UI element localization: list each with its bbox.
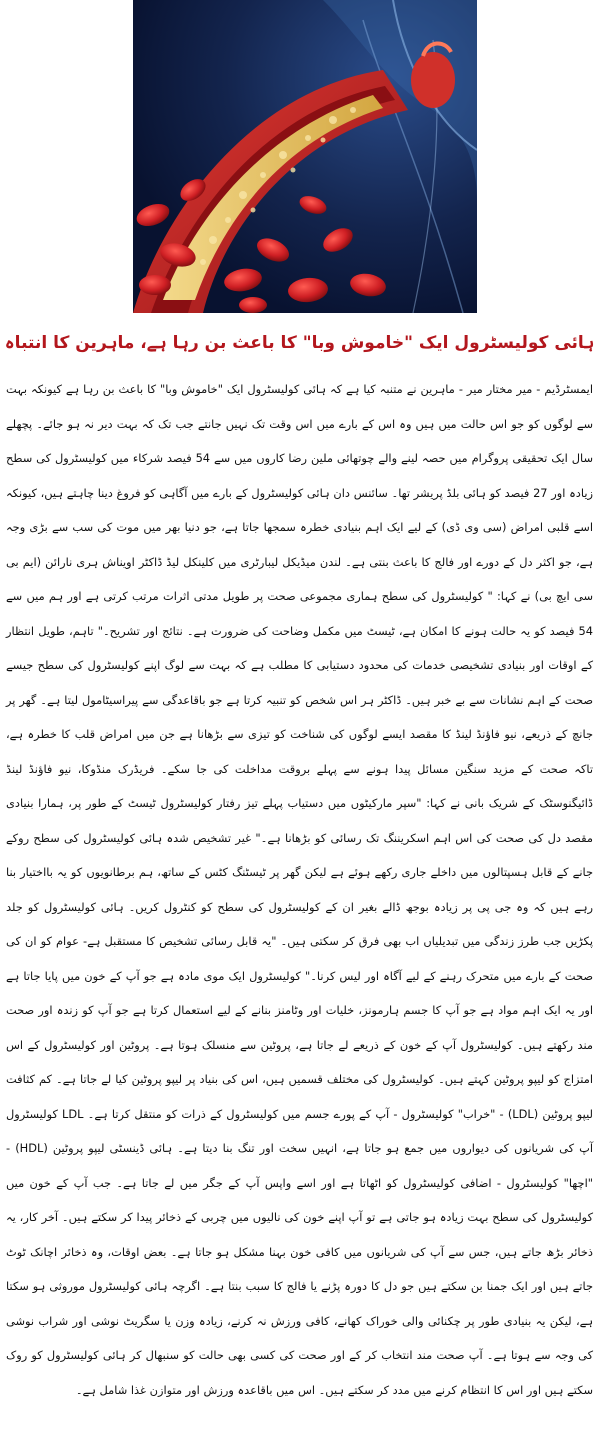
hero-image (133, 0, 477, 313)
artery-cholesterol-illustration (133, 0, 477, 313)
article-body (6, 372, 593, 1432)
heart-icon (411, 52, 455, 108)
article-paragraph: ایمسٹرڈیم - میر مختار میر - ماہرین نے متنبہ کیا ہے کہ ہائی کولیسٹرول ایک "خاموش وبا" کا باعث بن رہا ہے کیونکہ بہت سے لوگوں کو جو اس حالت میں ہیں وہ اس کے بارے میں اس وقت تک نہیں جانتے جب تک کہ بہت دیر نہ ہو جائے۔ پچھلے سال ایک تحقیقی پروگرام میں حصہ لینے والے چوتھائی ملین رضا کاروں میں سے 54 فیصد شرکاء میں کولیسٹرول کی سطح زیادہ اور 27 فیصد کو ہائی بلڈ پریشر تھا۔ سائنس دان ہائی کولیسٹرول کے بارے میں آگاہی کو فروغ دینا چاہتے ہیں، کیونکہ اسے قلبی امراض (سی وی ڈی) کے لیے ایک اہم بنیادی خطرہ سمجھا جاتا ہے، جو دنیا بھر میں موت کی سب سے بڑی وجہ ہے، جو اکثر دل کے دورے اور فالج کا باعث بنتی ہے۔ لندن میڈیکل لیبارٹری میں کلینکل لیڈ ڈاکٹر اویناش ہری نارائن (ایم بی سی ایچ بی) نے کہا: " کولیسٹرول کی سطح ہماری مجموعی صحت پر طویل مدتی اثرات مرتب کرتی ہے اور ہم میں سے 54 فیصد کو یہ حالت ہونے کا امکان ہے، ٹیسٹ میں مکمل وضاحت کی ضرورت ہے۔ نتائج اور تشریح۔" تاہم، طویل انتظار کے اوقات اور بنیادی تشخیصی خدمات کی محدود دستیابی کا مطلب ہے کہ بہت سے لوگ اپنے کولیسٹرول کی سطح جیسے صحت کے اہم نشانات سے بے خبر ہیں۔ ڈاکٹر ہر اس شخص کو تنبیہ کرتا ہے جو باقاعدگی سے پیراسیٹامول لیتا ہے۔ گھر پر جانچ کے ذریعے، نیو فاؤنڈ لینڈ کا مقصد ایسے لوگوں کی شناخت کو تیزی سے بڑھانا ہے جن میں امراض قلب کا خطرہ ہے، تاکہ صحت کے مزید سنگین مسائل پیدا ہونے سے پہلے بروقت مداخلت کی جا سکے۔ فریڈرک منڈوکا، نیو فاؤنڈ لینڈ ڈائیگنوسٹک کے شریک بانی نے کہا: "سپر مارکیٹوں میں دستیاب پہلے تیز رفتار کولیسٹرول ٹیسٹ کے طور پر، ہمارا بنیادی مقصد دل کی صحت کی اس اہم اسکریننگ تک رسائی کو بڑھانا ہے۔" غیر تشخیص شدہ ہائی کولیسٹرول کی سطح روکے جانے کے قابل ہسپتالوں میں داخلے جاری رکھے ہوئے ہے لیکن گھر پر ٹیسٹنگ کٹس کے ساتھ، ہم برطانویوں کو یہ بااختیار بنا رہے ہیں کہ وہ جی پی پر زیادہ بوجھ ڈالے بغیر ان کے کولیسٹرول کی سطح کو کنٹرول کریں۔ ہائی کولیسٹرول کو جلد پکڑیں جب طرز زندگی میں تبدیلیاں اب بھی فرق کر سکتی ہیں۔ "یہ قابل رسائی تشخیص کا مستقبل ہے- عوام کو ان کی صحت کے بارے میں متحرک رہنے کے لیے آگاہ اور لیس کرنا۔" کولیسٹرول ایک موی مادہ ہے جو آپ کے خون میں پایا جاتا ہے اور یہ ایک اہم مواد ہے جو آپ کا جسم ہارمونز، خلیات اور وٹامنز بنانے کے لیے استعمال کرتا ہے جو آپ کو زندہ اور صحت مند رکھتے ہیں۔ کولیسٹرول آپ کے خون کے ذریعے لے جاتا ہے، پروٹین سے منسلک ہوتا ہے۔ پروٹین اور کولیسٹرول کے اس امتزاج کو لیپو پروٹین کہتے ہیں۔ کولیسٹرول کی مختلف قسمیں ہیں، اس کی بنیاد پر لیپو پروٹین کیا لے جاتا ہے۔ کم کثافت لیپو پروٹین (LDL) - "خراب" کولیسٹرول - آپ کے پورے جسم میں کولیسٹرول کے ذرات کو منتقل کرتا ہے۔ LDL کولیسٹرول آپ کی شریانوں کی دیواروں میں جمع ہو جاتا ہے، انہیں سخت اور تنگ بنا دیتا ہے۔ ہائی ڈینسٹی لیپو پروٹین (HDL) - "اچھا" کولیسٹرول - اضافی کولیسٹرول کو اٹھاتا ہے اور اسے واپس آپ کے جگر میں لے جاتا ہے۔ جب آپ کے خون میں کولیسٹرول کی سطح بہت زیادہ ہو جاتی ہے تو آپ اپنے خون کی نالیوں میں چربی کے ذخائر پیدا کر سکتے ہیں۔ آخر کار، یہ ذخائر بڑھ جاتے ہیں، جس سے آپ کی شریانوں میں کافی خون بہنا مشکل ہو جاتا ہے۔ بعض اوقات، وہ ذخائر اچانک ٹوٹ جاتے ہیں اور ایک جمنا بن سکتے ہیں جو دل کا دورہ پڑنے یا فالج کا سبب بنتا ہے۔ اگرچہ ہائی کولیسٹرول موروثی ہو سکتا ہے، لیکن یہ بنیادی طور پر چکنائی والی خوراک کھانے، کافی ورزش نہ کرنے، زیادہ وزن یا سگریٹ نوشی اور شراب نوشی کی وجہ سے ہوتا ہے۔ آپ صحت مند انتخاب کر کے اور صحت کی کسی بھی حالت کو سنبھال کر ہائی کولیسٹرول کو روک سکتے ہیں اور اس کا انتظام کرنے میں مدد کر سکتے ہیں۔ اس میں باقاعدہ ورزش اور متوازن غذا شامل ہے۔ (6, 382, 593, 1397)
headline: ہائی کولیسٹرول ایک "خاموش وبا" کا باعث بن رہا ہے، ماہرین کا انتباہ (4, 333, 595, 353)
